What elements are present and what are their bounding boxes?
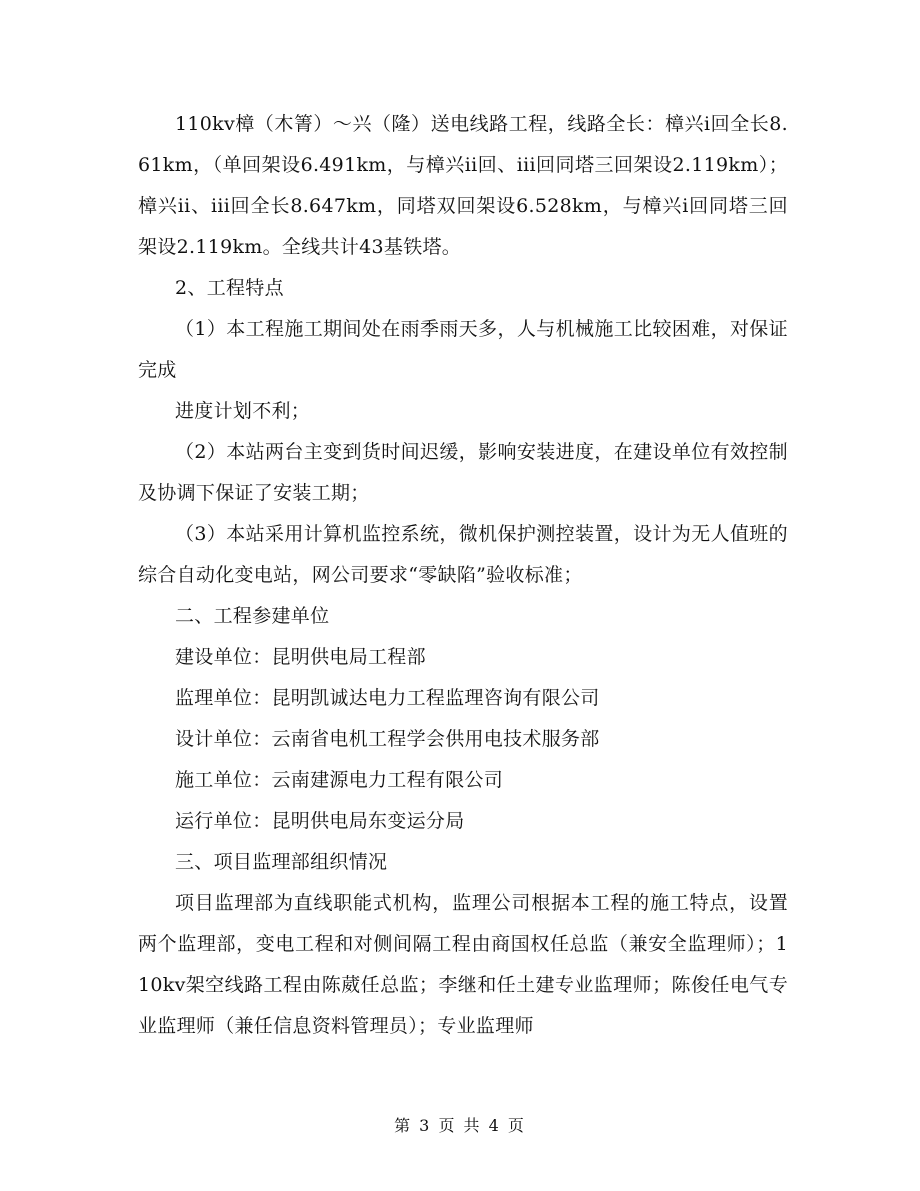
page-number-footer: 第 3 页 共 4 页 xyxy=(394,1116,526,1135)
unit-supervision: 监理单位：昆明凯诚达电力工程监理咨询有限公司 xyxy=(175,687,600,709)
unit-construction-owner: 建设单位：昆明供电局工程部 xyxy=(175,646,426,668)
paragraph-supervision-organization: 项目监理部为直线职能式机构，监理公司根据本工程的施工特点，设置两个监理部，变电工程和对侧间隔工程由商国权任总监（兼安全监理师）；110kv架空线路工程由陈葳任总监；李继和任土建专业监理师；陈俊任电气专业监理师（兼任信息资料管理员）；专业监理师 xyxy=(138,892,788,1037)
paragraph-feature-3: （3）本站采用计算机监控系统，微机保护测控装置，设计为无人值班的综合自动化变电站，网公司要求“零缺陷”验收标准； xyxy=(138,523,788,586)
paragraph-line-length: 110kv樟（木箐）～兴（隆）送电线路工程，线路全长：樟兴i回全长8.61km，（单回架设6.491km，与樟兴ii回、iii回同塔三回架设2.119km）；樟兴ii、iii回全长8.647km，同塔双回架设6.528km，与樟兴i回同塔三回架设2.119km。全线共计43基铁塔。 xyxy=(138,113,788,258)
unit-design: 设计单位：云南省电机工程学会供用电技术服务部 xyxy=(175,728,600,750)
paragraph-feature-1-continued: 进度计划不利； xyxy=(175,400,311,422)
paragraph-feature-2: （2）本站两台主变到货时间迟缓，影响安装进度，在建设单位有效控制及协调下保证了安装工期； xyxy=(138,441,788,504)
heading-supervision-organization: 三、项目监理部组织情况 xyxy=(175,851,388,873)
heading-participating-units: 二、工程参建单位 xyxy=(175,605,330,627)
paragraph-feature-1: （1）本工程施工期间处在雨季雨天多，人与机械施工比较困难，对保证完成 xyxy=(138,318,788,381)
heading-project-features: 2、工程特点 xyxy=(175,277,284,299)
unit-contractor: 施工单位：云南建源电力工程有限公司 xyxy=(175,769,504,791)
document-body xyxy=(138,104,788,1047)
unit-operation: 运行单位：昆明供电局东变运分局 xyxy=(175,810,465,832)
